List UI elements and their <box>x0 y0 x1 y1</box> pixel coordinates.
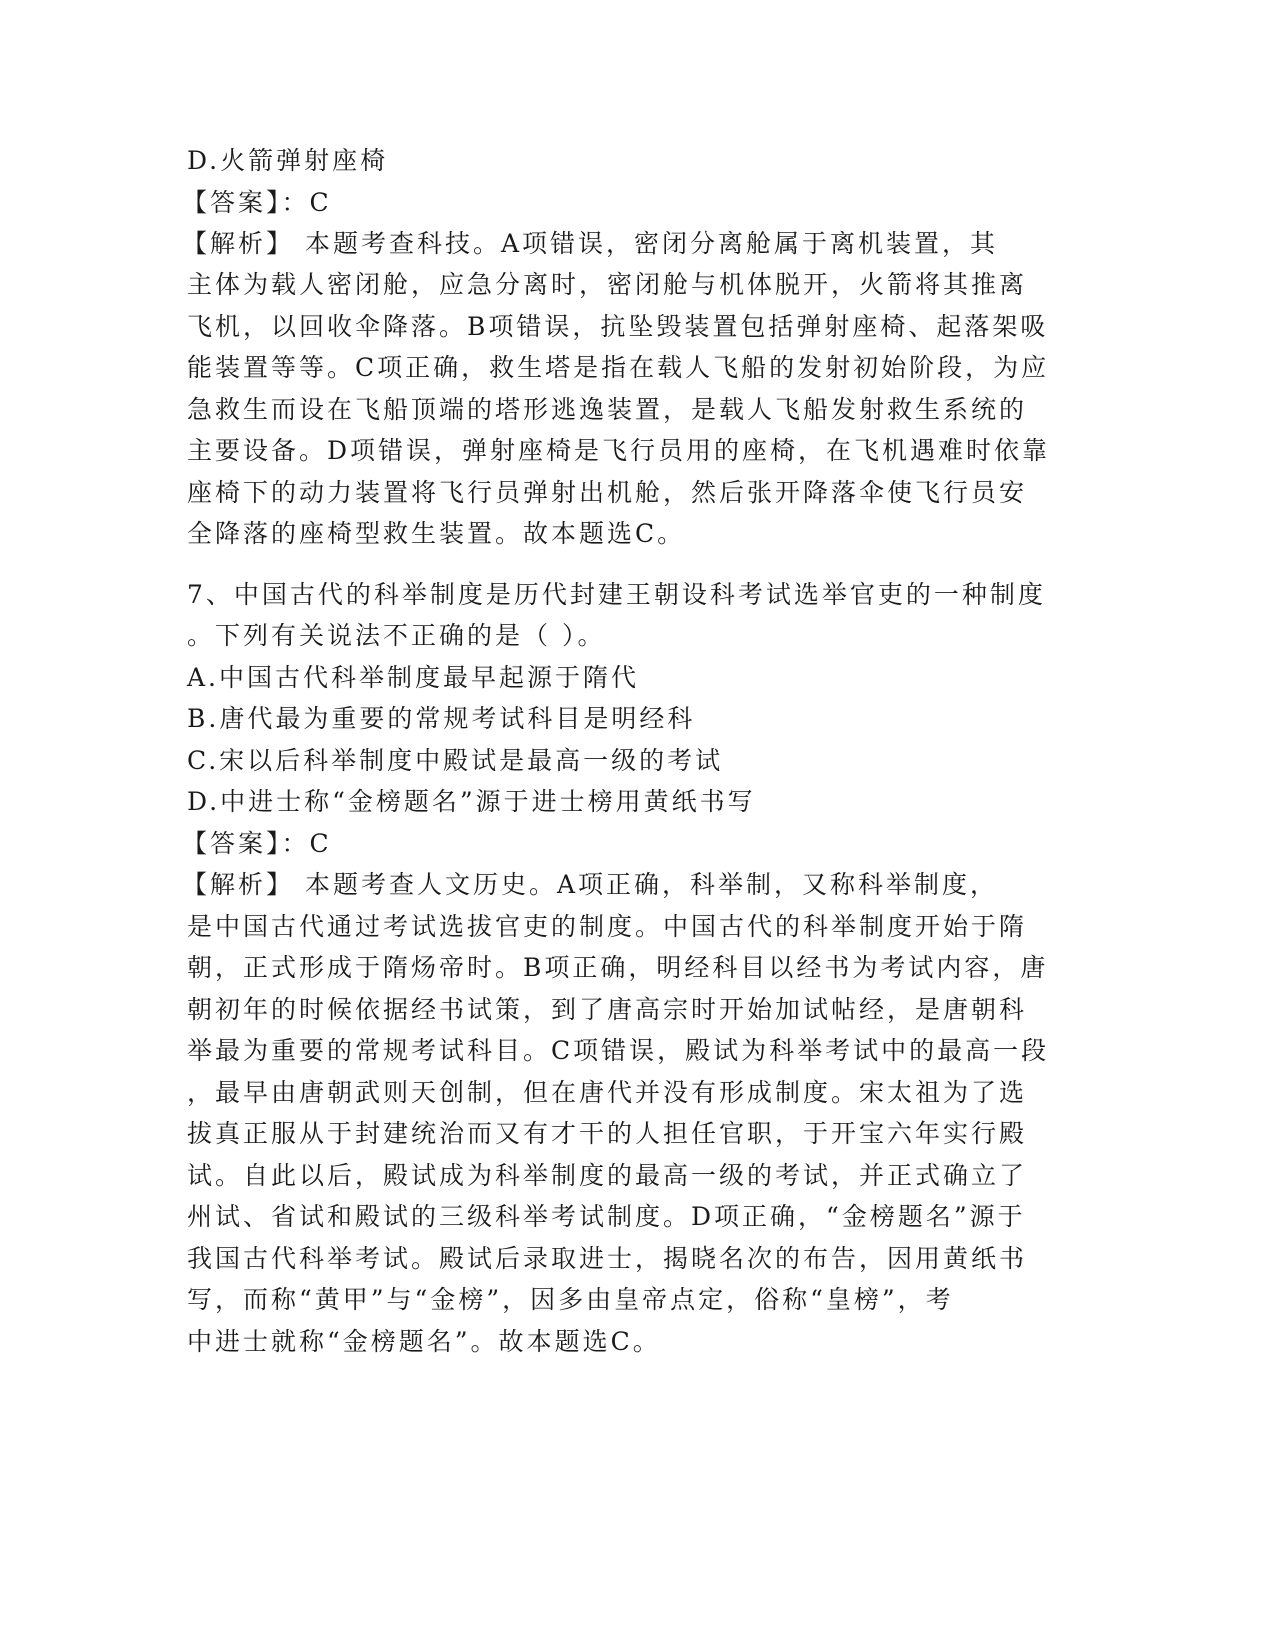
q7-stem-line: 。下列有关说法不正确的是（ ）。 <box>187 621 606 650</box>
q6-option-d: D.火箭弹射座椅 <box>187 146 389 175</box>
q6-analysis-line: 飞机，以回收伞降落。B项错误，抗坠毁装置包括弹射座椅、起落架吸 <box>187 312 1049 341</box>
q7-stem-line: 7、中国古代的科举制度是历代封建王朝设科考试选举官吏的一种制度 <box>187 580 1046 609</box>
q6-analysis-line: 【解析】 本题考查科技。A项错误，密闭分离舱属于离机装置，其 <box>182 229 999 258</box>
q7-analysis-line: 我国古代科举考试。殿试后录取进士，揭晓名次的布告，因用黄纸书 <box>187 1244 1028 1273</box>
q7-option-c: C.宋以后科举制度中殿试是最高一级的考试 <box>187 746 724 775</box>
q7-analysis-line: 试。自此以后，殿试成为科举制度的最高一级的考试，并正式确立了 <box>187 1161 1028 1190</box>
q7-analysis-line: 是中国古代通过考试选拔官吏的制度。中国古代的科举制度开始于隋 <box>187 912 1028 941</box>
q7-option-d: D.中进士称“金榜题名”源于进士榜用黄纸书写 <box>187 787 756 816</box>
q7-analysis-line: 朝，正式形成于隋炀帝时。B项正确，明经科目以经书为考试内容，唐 <box>187 953 1049 982</box>
q7-analysis-line: ，最早由唐朝武则天创制，但在唐代并没有形成制度。宋太祖为了选 <box>187 1078 1028 1107</box>
q6-analysis-line: 主要设备。D项错误，弹射座椅是飞行员用的座椅，在飞机遇难时依靠 <box>187 436 1051 465</box>
q6-analysis-line: 座椅下的动力装置将飞行员弹射出机舱，然后张开降落伞使飞行员安 <box>187 478 1028 507</box>
q7-analysis-line: 中进士就称“金榜题名”。故本题选C。 <box>187 1327 661 1356</box>
q7-analysis-line: 写，而称“黄甲”与“金榜”，因多由皇帝点定，俗称“皇榜”，考 <box>187 1285 954 1314</box>
q7-analysis-line: 拔真正服从于封建统治而又有才干的人担任官职，于开宝六年实行殿 <box>187 1119 1028 1148</box>
q7-analysis-line: 举最为重要的常规考试科目。C项错误，殿试为科举考试中的最高一段 <box>187 1036 1050 1065</box>
q6-analysis-line: 能装置等等。C项正确，救生塔是指在载人飞船的发射初始阶段，为应 <box>187 353 1050 382</box>
q6-analysis-line: 全降落的座椅型救生装置。故本题选C。 <box>187 519 686 548</box>
q7-analysis-line: 州试、省试和殿试的三级科举考试制度。D项正确，“金榜题名”源于 <box>187 1202 1026 1231</box>
q6-analysis-line: 急救生而设在飞船顶端的塔形逃逸装置，是载人飞船发射救生系统的 <box>187 395 1028 424</box>
q7-option-a: A.中国古代科举制度最早起源于隋代 <box>187 663 640 692</box>
q7-option-b: B.唐代最为重要的常规考试科目是明经科 <box>187 704 696 733</box>
q7-answer: 【答案】：C <box>182 829 332 858</box>
q7-analysis-line: 【解析】 本题考查人文历史。A项正确，科举制，又称科举制度， <box>182 870 999 899</box>
q7-analysis-line: 朝初年的时候依据经书试策，到了唐高宗时开始加试帖经，是唐朝科 <box>187 995 1028 1024</box>
q6-analysis-line: 主体为载人密闭舱，应急分离时，密闭舱与机体脱开，火箭将其推离 <box>187 270 1028 299</box>
q6-answer: 【答案】：C <box>182 188 332 217</box>
